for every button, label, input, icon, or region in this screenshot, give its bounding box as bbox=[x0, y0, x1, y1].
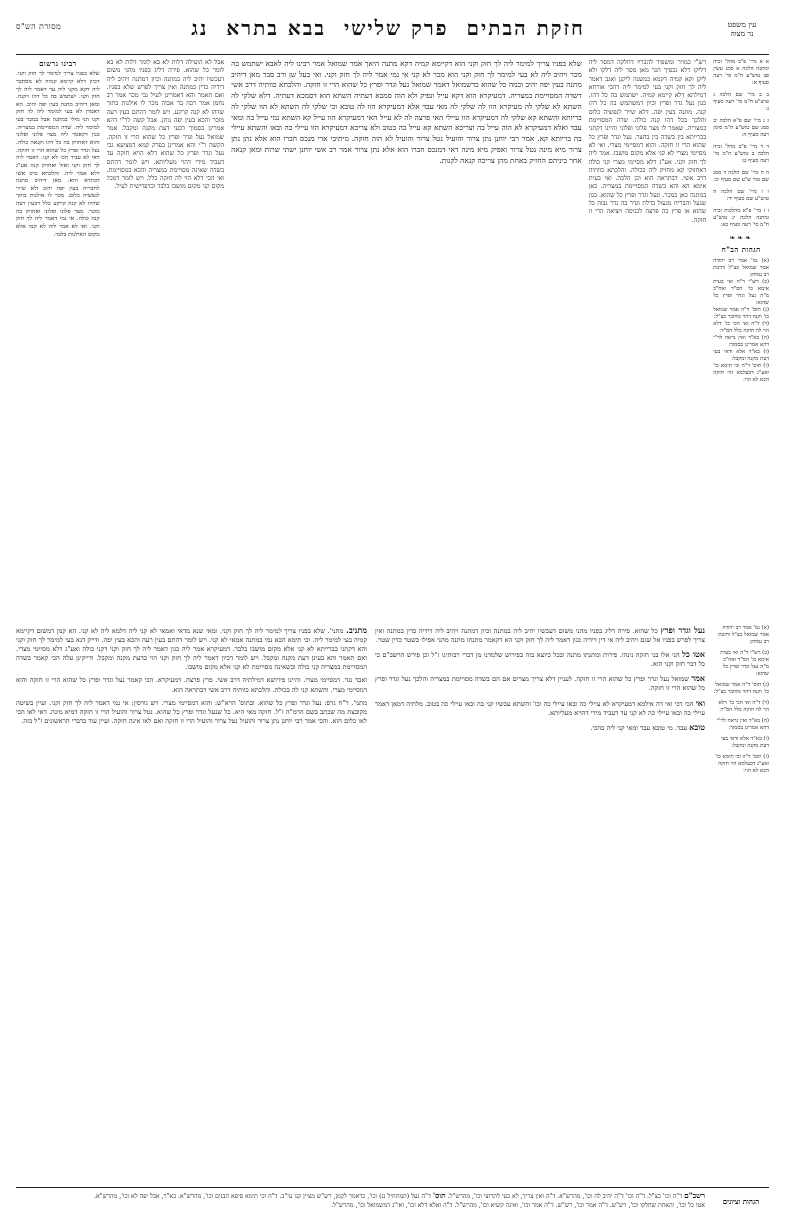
page-footer bbox=[16, 1187, 769, 1210]
page-title bbox=[182, 18, 594, 38]
ein-entry: א א מיי' פ"ב מהל' זכיה ומתנה הלכה א סמג עשין פב טוש"ע ח"מ סי' רעה סעיף א: bbox=[713, 59, 769, 87]
footer-label: הגהות וציונים bbox=[722, 1197, 760, 1207]
header-folio: נג bbox=[191, 16, 209, 40]
tosafot-text: אבל לא הועילה דלות לא בא לומר דלות לא בא לומר כל שהוא. פירה דליג בפניו מהני משום דעכשיו יהיב ליה במתנה וכיון דמתנה ויהיב ליה דידיה כדין במתנה ואין צריך לפרש שלא בפניו. ואם תאמר והא דאמרינן לעיל גבי מכר אמר רב נחמן אמר רבה בר אבוה מכר לו אילנות בתוך שדהו לא קנה קרקע. ויש לומר דהתם בעין רעה מוכר והכא בעין יפה נותן. אבל קשה לר"י דהא אמרינן בסמוך דבעי דעת מקנה ומקבל. אמר שמואל נעל וגדר ופרץ כל שהוא הרי זו חזקה. הקשה ר"י והא אמרינן בפרק קמא דמציעא גבי נעל וגדר ופרץ כל שהוא דלא הויא חזקה עד דעביד מידי דהוי מעליותא. ויש לומר דהתם בשדה שאינה מסויימת במצריה והכא במסויימת. ואי הכי דלא הוי לה חזקה כלל. ויש לומר דמכל מקום קני מקום מושבו בלבד וכדפרישית לעיל. bbox=[106, 59, 225, 191]
lower-main-commentary bbox=[16, 625, 367, 726]
main-wide-notes: מתני'. ר"ח גרס: נעל וגדר ופרץ כל שהוא. ובתוס' הרא"ש: והוא דמסיימי מצרי. ויש גורסין: אי נמי דאמר ליה לך חזק וקני. ועיין בשיטה מקובצת מה שכתב בשם הרמ"ה ז"ל. חזקה מאי היא. כל שנעל וגדר ופרץ כל שהוא. נטל צרור והועיל הרי זו חזקה דמיא מינה. דאי לאו הכי לאו כלום הוא. והכי אמר רבי יוחנן נתן צרור והועיל נטל צרור והועיל הרי זו חזקה ואם לאו אינה חזקה. ועיין עוד בדברי הראשונים ז"ל בזה. bbox=[16, 698, 367, 725]
page-body bbox=[16, 59, 769, 619]
footer-divider bbox=[16, 1187, 769, 1188]
column-rashi bbox=[589, 59, 707, 225]
para-c-lead: אמר bbox=[691, 673, 705, 684]
ein-entry: ד ד מיי' פ"ב מהל' זכיה הלכה ב טוש"ע ח"מ סי' רעה סעיף ט: bbox=[713, 144, 769, 165]
habach-entry: (ו) בא"ד אלא ודאי בעי דעת מקנה ומקבל: bbox=[720, 736, 769, 750]
para-a-lead: נעל וגדר ופרץ bbox=[660, 625, 705, 635]
habach-entry: (ה) בא"ד ואין נראה לר"י דהא אמרינן בסמוך: bbox=[716, 718, 769, 732]
hagahot-habach-title: הגהות הב"ח bbox=[721, 245, 761, 255]
lower-commentary-block bbox=[16, 625, 769, 775]
header-divider bbox=[16, 54, 769, 55]
page-header bbox=[16, 18, 769, 52]
footer-notes bbox=[16, 1191, 705, 1210]
habach-entry: (ג) תוס' ד"ה אמר שמואל כו' וקנה דהוי מחובר כצ"ל: bbox=[713, 306, 769, 320]
footer-rashbam-lead: רשב"ם bbox=[684, 1191, 705, 1201]
column-gemara bbox=[231, 59, 582, 166]
habach-entry: (ג) תוס' ד"ה אמר שמואל כו' וקנה דהוי מחובר כצ"ל: bbox=[713, 682, 769, 696]
para-e-lead: טובא bbox=[689, 721, 705, 732]
para-d-lead: ואי bbox=[695, 697, 705, 708]
para-b-lead: אטו כל bbox=[682, 649, 705, 660]
habach-entry: (ה) בא"ד ואין נראה לר"י דהא אמרינן בסמוך: bbox=[713, 334, 769, 348]
footer-tosafot-lead: תוס' bbox=[432, 1191, 446, 1201]
header-chapter-name: חזקת הבתים bbox=[466, 16, 585, 40]
ein-entry: ה ה מיי' שם הלכה ד סמג שם טור ש"ע שם סעיף יב: bbox=[713, 170, 769, 184]
footer-rashbam-text: ד"ה וכו' כצ"ל. ד"ה וכו' ד"ה יהיב לה וכו', מהרש"א. ד"ה ואין צריך, לא בעי לתרוצי וכו', מהרש"ל. bbox=[447, 1193, 683, 1201]
lower-left-notes bbox=[713, 625, 769, 775]
habach-entry: (ו) בא"ד אלא ודאי בעי דעת מקנה ומקבל: bbox=[713, 348, 769, 362]
ein-entry: ג ג מיי' שם פ"א הלכה יב סמג שם טוש"ע ח"מ סימן רעה סעיף ה: bbox=[713, 118, 769, 139]
ornament-divider: ❧❧❧ bbox=[729, 234, 753, 243]
main-wide-secondary: ואבד נגד. דמסיימי מצרי. והיינו פירושא דמילתיה דרב אשי. פרץ פרצה. דמעיקרא. הכי קאמר נעל וגדר ופרץ כל שהוא הרי זו חזקה והוא דמסיימי מצרי. והשתא קני לה בכולה. והלכתא כוותיה דרב אשי דבתראה הוא. bbox=[16, 676, 367, 694]
habach-entry: (ד) ד"ה ואי הכי כו' דלא הוי לה חזקה כלל הס"ד: bbox=[713, 320, 769, 334]
para-e-text: עבד. מי טובא עבד ומאי קני ליה בהכי. bbox=[590, 723, 688, 732]
ein-entry: ו ו מיי' שם הלכה ה טוש"ע שם סעיף יד: bbox=[713, 189, 769, 203]
gemara-text: שלא בפניו צריך למימר ליה לך חזק וקני הוא דקיימא קמיה דקא מתנה היאך אמר שמואל אמר רבינו ליה לאבא ישתמש בה מכר ויהיב ליה לא בעי למימר לך חזק וקני הוא מכר לא קני אי נמי אמר ליה לך חזק וקני. ואי בעל שן ורב סבר מאן דיהיב מתנה בעין יפה יהיב וכמה כל שהוא כדשמואל דאמר שמואל נעל וגדר ופרץ כל שהוא הרי זו חזקה. והלכתא כוותיה דרב אשי דשדה המסויימת במצריה. דמעיקרא הוא דקא עייל ונפיק ולא הוה סמכא דעתיה השתא הוא דסמכא דעתיה. דלא שלקי לה השתא לא שלקי לה מעיקרא הוו לה שלקי לה מאי עבד אלא דמעיקרא הוו לה טובא וכי שלקי לה השתא לא הוו שלקי לה בריותא והשתא קא שלקי לה דמעיקרא הוו עיילי האי פרצה לה לא עייל האי דמעיקרא הוו עייל קא השתא נמי עייל בה ומאי עבד ואלא דמעיקרא לא הוה עייל בה וצריכא השתא קא עייל בה בטוב ולא צריכא דמעיקרא הוו עיילי בה ובאו והשתא עיילי בה בריותא קא. אמר רבי יוחנן נתן צרור והועיל נטל צרור והועיל לא הוה חזקה. מיתיבי ארי מנכס חברו הוא אלא נתן נתן צרור מיא מינה נטל צרור ואפיק מיא מינה דאי דמנכס חברו הוא אלא נתן צרור אמר רב אשי יוחנן ישתי שרות ומאן קנאה אחר ביניהם החזיק באחת מהן צריכה קנאה לקנות. bbox=[231, 59, 582, 165]
ein-mishpat-header-line2: נר מצוה bbox=[730, 29, 754, 39]
header-tractate: בבא בתרא bbox=[226, 16, 326, 40]
habach-entry: (ב) רש"י ד"ה ואי בעית אימא כו' הס"ד ואח"כ מ"ה נעל וגדר ופרץ כל שהוא: bbox=[713, 278, 769, 306]
column-rabbenu-gershom bbox=[16, 59, 100, 239]
rashi-text: רש"י כמויר ומשפיר להבריו דחלקה דמסר ליה דליקו דלא נכסיך הגר מאן מסר ליה דלקו ולא ליקן וקא קמיה דקמא במשנה ליקנן ואגב דאמר ליה לך חזק וקני בעי למימר ליה דהכי אורחא דמילתא דלא קיימא קמיה. ישתמש בה כל דהו. כגון נעל גדר ופרץ וכיון דמשתמש בה כל דהו קנה. מתנה בעין יפה. דלא שייר לנפשיה כלום והלכך בכל דהו קנה כולה. שדה המסויימת במצריה. שאמר לו מצר פלוני ופלוני והיינו דקתני בברייתא בין בשדה בין בחצר. נעל וגדר ופרץ כל שהוא הרי זו חזקה. והוא דמסיימי מצרי. ואי לא מסיימי מצרי לא קני אלא מקום מושבו. אמר ליה לך חזק וקני. אע"ג דלא מסיימי מצרי קני כולה דאחזוקי קא מחזיק ליה בכולה. והלכתא כוותיה דרב אשי. דבתראה הוא וכן הלכה. ואי בעית אימא הא והא בשדה המסויימת במצריה. כאן במתנה כאן במכר. ונעל וגדר ופרץ כל שהוא. כגון שנעל והבריח מנעול בדלת וגדר בה גדר גבוה כל שהוא או פרץ בה פרצה לכניסה ויציאה הרי זו חזקה. bbox=[588, 59, 707, 224]
ein-mishpat-header-line1: עין משפט bbox=[727, 20, 757, 29]
main-wide-text: מתני'. שלא בפניו צריך למימר ליה לך חזק וקני. ומאי שנא מדאי ואמאי לא קני ליה דלמא ליה לא קני. הא קמן דמשום דקיימא קמיה בעי למימר ליה. וכי תימא הכא נמי במתנה אמאי לא קני. ויש לומר דהתם בעין רעה והכא בעין יפה. ודייק דנא בעי למימר לך חזק וקני והא דקתני בברייתא לא קני אלא מקום מושבו בלבד. דמעיקרא אמר ליה כגון דאמר ליה לך חזק וקני דקני כולה ואע"ג דלא מסיימי מצרי. ואם תאמר והא בעינן דעת מקנה ומקבל. ויש לומר דכיון דאמר ליה לך חזק וקני הוי כדעת מקנה ומקבל. ודייקינן עלה הכי קאמר בשדה המסויימת במצריה קני כולה ובשאינה מסויימת לא קני אלא מקום מושבו. bbox=[16, 627, 367, 672]
habach-entry: (א) גמ' אמר רב יהודה אמר שמואל כצ"ל ותיבת רב נמחק: bbox=[718, 625, 769, 646]
masoret-hashas-label: מסורת הש"ס bbox=[16, 22, 62, 31]
lower-tosafot-continuation bbox=[375, 625, 705, 733]
habach-entry: (ד) ד"ה ואי הכי כו' דלא הוי לה חזקה כלל הס"ד: bbox=[718, 700, 769, 714]
footer-tosafot-text: ד"ה נעל (המתחיל נג) וכו', כדאמר לקמן, רש"ש מציין קנו עי"ב. ד"ה וכי תימא סיפא הבנים וכו', מהרש"א. בא"ר, אבל יפה לא וכו', מהרש"א. bbox=[94, 1193, 431, 1201]
footer-line3: אטו כל וכו', והאחת שחלקו וכו', רש"ש. ד"ה אמר וכו', רש"ש. ד"ה אמר וכו', ואינה קשיא וכו', מהרש"ל. ד"ה ואלא דלא וכו', ואי"ג דמשמואל וכו', מהרש"ל. bbox=[331, 1201, 705, 1209]
header-chapter: פרק שלישי bbox=[344, 16, 449, 40]
habach-entry: (ז) תוס' ד"ה וכי תימא כו' ואע"ג דבעלמא הוי חזקה הכא לא הוי: bbox=[715, 754, 769, 775]
ein-entry: ב ב מיי' שם הלכה ג טוש"ע ח"מ סי' רעה סעיף ג: bbox=[713, 92, 769, 113]
column-ein-mishpat bbox=[713, 59, 769, 384]
para-b-text: הני אלו בני חזקה נינהו. פירות ומתנתו מתנה ובכל כיוצא בזה בפירוש שלמדנו מן דברי רבותינו ז"ל וכן פירש הרשב"ם כי כל דבר חזק וקני הוא. bbox=[375, 651, 705, 669]
habach-entry: (ז) תוס' ד"ה וכי תימא כו' ואע"ג דבעלמא הוי חזקה הכא לא הוי: bbox=[713, 362, 769, 383]
ein-mishpat-header bbox=[715, 18, 769, 39]
para-a-text: כל שהוא. פירה דליג בפניו מהני משום דעכשיו יהיב ליה במתנה וכיון דמתנה ויהיב ליה דידיה כדין במתנה ואין צריך לפרש בפניו אל שגם ויהיב ליה אי דין דידיה כגון דאמר ליה לך חזק וקני הא דקאמר מתנתו מתנה מהני אפילו בשטר כדין שטר. bbox=[375, 627, 705, 645]
header-center bbox=[61, 18, 715, 39]
para-d-text: הכי דכי ואי דה אילמא דמעיקרא לא עיילי כה ובאו עיילי כה וכו' והשתא עכשיו קני בה ובאו עיילי כה בטוב. מלתיה דמאן דאמר עיילי כה ובאו עיילי כה לא קני עד דעביד מידי דהויא מעליותא. bbox=[375, 699, 705, 717]
habach-entry: (א) גמ' אמר רב יהודה אמר שמואל כצ"ל ותיבת רב נמחק: bbox=[713, 257, 769, 278]
ein-entry: ז ז מיי' פ"א מהלכות זכיה ומתנה הלכה יג טוש"ע ח"מ סי' רעה סעיף כא: bbox=[713, 208, 769, 229]
habach-entry: (ב) רש"י ד"ה ואי בעית אימא כו' הס"ד ואח"כ מ"ה נעל וגדר ופרץ כל שהוא: bbox=[720, 650, 769, 678]
main-wide-opening: מתניב. bbox=[346, 625, 367, 635]
column-tosafot bbox=[107, 59, 225, 192]
rabbenu-gershom-text: שלא בפניו צריך למימר לך חזק וקני. דכיון דלא קיימא קמיה לא מסתבר ליה דקא מקני ליה עד דאמר ליה לך חזק וקני. ישתמש בה כל דהו ויקנה. ומאן דיהיב מתנה בעין יפה יהיב. הא דאמרן לא בעי למימר ליה לך חזק וקני הני מילי במתנה אבל במכר בעי למימר ליה. שדה המסויימת במצריה. כגון דקאמר ליה מצר פלוני ופלוני והוא דאחזיק בה כל דהו וקנאה כולה. נעל וגדר ופרץ כל שהוא הרי זו חזקה. דאי לא עביד הכי לא קני. דאמר ליה לך חזק וקני ואזל ואחזיק קנה אע"ג דלא אמר ליה. והלכתא כרב אשי דבתרא הוא. מאן דיהיב מתנה לחבריה בעין יפה יהיב ולא שייר לנפשיה כלום. מכר לו אילנות בתוך שדהו לא קנה קרקע כלל דבעין רעה מוכר. מצר פלוני ופלוני ואחזיק בה קנה כולה. אי נמי דאמר ליה לך חזק וקני. ואי לא אמר ליה לא קנה אלא מקום האילנות בלבד. bbox=[16, 71, 100, 238]
rabbenu-gershom-title: רבינו גרשום bbox=[39, 59, 77, 68]
para-c-text: שמואל נעל וגדר ופרץ כל שהוא הרי זו חזקה. לעניין דלא צריך מצרים אם הם בשדה מסויימת במצריה והלכך נעל וגדר ופרץ כל שהוא הרי זו חזקה. bbox=[375, 675, 705, 693]
